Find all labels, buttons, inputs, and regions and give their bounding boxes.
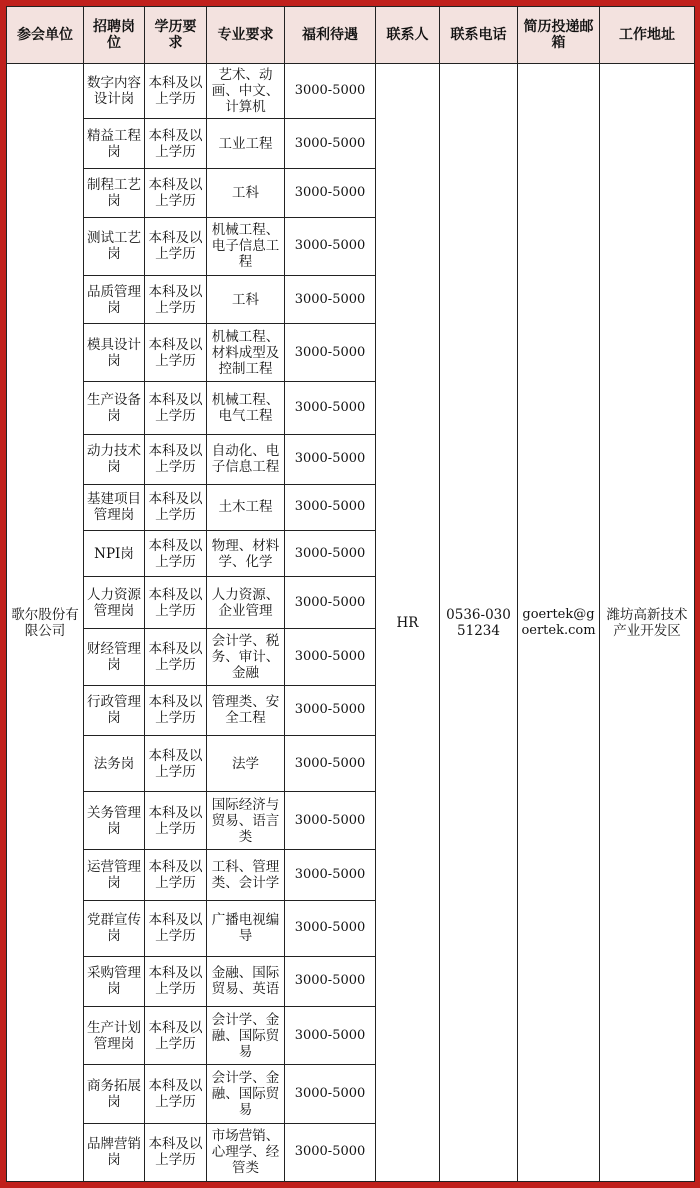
major-cell: 机械工程、电气工程 [207, 382, 285, 434]
position-cell: 生产计划管理岗 [84, 1007, 145, 1065]
salary-cell: 3000-5000 [285, 735, 376, 791]
position-cell: 模具设计岗 [84, 324, 145, 382]
major-cell: 工业工程 [207, 119, 285, 169]
salary-cell: 3000-5000 [285, 1007, 376, 1065]
salary-cell: 3000-5000 [285, 484, 376, 530]
salary-cell: 3000-5000 [285, 434, 376, 484]
position-cell: 动力技术岗 [84, 434, 145, 484]
address-cell: 潍坊高新技术产业开发区 [600, 64, 695, 1182]
position-cell: 关务管理岗 [84, 792, 145, 850]
position-cell: 生产设备岗 [84, 382, 145, 434]
salary-cell: 3000-5000 [285, 1065, 376, 1123]
phone-cell: 0536-03051234 [440, 64, 518, 1182]
education-cell: 本科及以上学历 [145, 324, 207, 382]
position-cell: 法务岗 [84, 735, 145, 791]
education-cell: 本科及以上学历 [145, 685, 207, 735]
position-cell: 数字内容设计岗 [84, 64, 145, 119]
position-cell: 制程工艺岗 [84, 169, 145, 217]
header-address: 工作地址 [600, 7, 695, 64]
salary-cell: 3000-5000 [285, 64, 376, 119]
education-cell: 本科及以上学历 [145, 629, 207, 685]
major-cell: 物理、材料学、化学 [207, 531, 285, 577]
salary-cell: 3000-5000 [285, 382, 376, 434]
position-cell: 人力资源管理岗 [84, 577, 145, 629]
education-cell: 本科及以上学历 [145, 1065, 207, 1123]
major-cell: 国际经济与贸易、语言类 [207, 792, 285, 850]
major-cell: 工科、管理类、会计学 [207, 850, 285, 900]
education-cell: 本科及以上学历 [145, 956, 207, 1006]
recruitment-table [6, 6, 695, 1182]
major-cell: 管理类、安全工程 [207, 685, 285, 735]
salary-cell: 3000-5000 [285, 629, 376, 685]
education-cell: 本科及以上学历 [145, 64, 207, 119]
education-cell: 本科及以上学历 [145, 792, 207, 850]
position-cell: 行政管理岗 [84, 685, 145, 735]
major-cell: 法学 [207, 735, 285, 791]
education-cell: 本科及以上学历 [145, 119, 207, 169]
education-cell: 本科及以上学历 [145, 900, 207, 956]
email-cell: goertek@goertek.com [518, 64, 600, 1182]
salary-cell: 3000-5000 [285, 685, 376, 735]
recruitment-table-sheet [6, 6, 694, 1182]
header-major: 专业要求 [207, 7, 285, 64]
major-cell: 人力资源、企业管理 [207, 577, 285, 629]
salary-cell: 3000-5000 [285, 900, 376, 956]
position-cell: 党群宣传岗 [84, 900, 145, 956]
salary-cell: 3000-5000 [285, 169, 376, 217]
position-cell: 测试工艺岗 [84, 217, 145, 275]
major-cell: 会计学、金融、国际贸易 [207, 1065, 285, 1123]
salary-cell: 3000-5000 [285, 119, 376, 169]
salary-cell: 3000-5000 [285, 792, 376, 850]
education-cell: 本科及以上学历 [145, 484, 207, 530]
education-cell: 本科及以上学历 [145, 735, 207, 791]
header-salary: 福利待遇 [285, 7, 376, 64]
salary-cell: 3000-5000 [285, 1123, 376, 1181]
position-cell: 财经管理岗 [84, 629, 145, 685]
major-cell: 会计学、金融、国际贸易 [207, 1007, 285, 1065]
position-cell: 品质管理岗 [84, 275, 145, 323]
position-cell: 品牌营销岗 [84, 1123, 145, 1181]
contact-cell: HR [376, 64, 440, 1182]
major-cell: 机械工程、材料成型及控制工程 [207, 324, 285, 382]
major-cell: 艺术、动画、中文、计算机 [207, 64, 285, 119]
education-cell: 本科及以上学历 [145, 531, 207, 577]
header-position: 招聘岗位 [84, 7, 145, 64]
education-cell: 本科及以上学历 [145, 577, 207, 629]
major-cell: 工科 [207, 169, 285, 217]
education-cell: 本科及以上学历 [145, 275, 207, 323]
education-cell: 本科及以上学历 [145, 1123, 207, 1181]
education-cell: 本科及以上学历 [145, 169, 207, 217]
table-body [7, 64, 695, 1182]
position-cell: 运营管理岗 [84, 850, 145, 900]
salary-cell: 3000-5000 [285, 956, 376, 1006]
position-cell: 采购管理岗 [84, 956, 145, 1006]
major-cell: 工科 [207, 275, 285, 323]
salary-cell: 3000-5000 [285, 275, 376, 323]
salary-cell: 3000-5000 [285, 324, 376, 382]
company-cell: 歌尔股份有限公司 [7, 64, 84, 1182]
education-cell: 本科及以上学历 [145, 1007, 207, 1065]
major-cell: 广播电视编导 [207, 900, 285, 956]
salary-cell: 3000-5000 [285, 217, 376, 275]
header-row [7, 7, 695, 64]
education-cell: 本科及以上学历 [145, 434, 207, 484]
major-cell: 土木工程 [207, 484, 285, 530]
header-email: 简历投递邮箱 [518, 7, 600, 64]
major-cell: 市场营销、心理学、经管类 [207, 1123, 285, 1181]
salary-cell: 3000-5000 [285, 850, 376, 900]
header-education: 学历要求 [145, 7, 207, 64]
position-cell: 精益工程岗 [84, 119, 145, 169]
header-contact: 联系人 [376, 7, 440, 64]
education-cell: 本科及以上学历 [145, 217, 207, 275]
salary-cell: 3000-5000 [285, 577, 376, 629]
header-company: 参会单位 [7, 7, 84, 64]
major-cell: 会计学、税务、审计、金融 [207, 629, 285, 685]
major-cell: 机械工程、电子信息工程 [207, 217, 285, 275]
position-cell: 基建项目管理岗 [84, 484, 145, 530]
education-cell: 本科及以上学历 [145, 382, 207, 434]
major-cell: 自动化、电子信息工程 [207, 434, 285, 484]
salary-cell: 3000-5000 [285, 531, 376, 577]
table-row [7, 64, 695, 119]
major-cell: 金融、国际贸易、英语 [207, 956, 285, 1006]
header-phone: 联系电话 [440, 7, 518, 64]
position-cell: 商务拓展岗 [84, 1065, 145, 1123]
education-cell: 本科及以上学历 [145, 850, 207, 900]
position-cell: NPI岗 [84, 531, 145, 577]
